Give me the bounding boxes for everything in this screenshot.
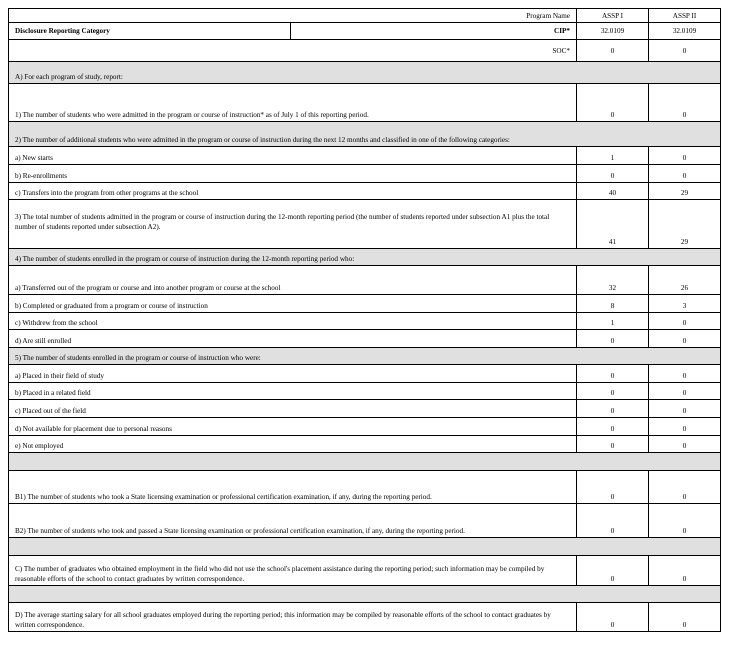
value-b2-assp-1: 0 (577, 504, 649, 538)
row-label-c: C) The number of graduates who obtained employment in the field who did not use the school's placement assistance during the reporting period; such information may be compiled by reasonable efforts of the school to contact graduates by written correspondence. (9, 556, 577, 586)
value-a3-assp-2: 29 (649, 200, 721, 249)
row-label-a5c: c) Placed out of the field (9, 400, 577, 418)
row-label-a2c: c) Transfers into the program from other programs at the school (9, 183, 577, 200)
spacer-row (9, 586, 721, 603)
table-row (9, 330, 721, 348)
value-a4b-assp-2: 3 (649, 295, 721, 313)
soc-value-assp-2: 0 (649, 40, 721, 62)
table-row (9, 400, 721, 418)
spacer-cell (9, 453, 721, 471)
value-a4c-assp-1: 1 (577, 313, 649, 330)
section-a-heading: A) For each program of study, report: (9, 62, 721, 84)
value-a4d-assp-2: 0 (649, 330, 721, 348)
value-a5e-assp-2: 0 (649, 436, 721, 453)
value-b1-assp-2: 0 (649, 471, 721, 504)
value-a2c-assp-2: 29 (649, 183, 721, 200)
row-label-a3: 3) The total number of students admitted in the program or course of instruction during the 12-month reporting period (the number of students reported under subsection A1 plus the total number of students reported under subsection A2). (9, 200, 577, 249)
value-a4c-assp-2: 0 (649, 313, 721, 330)
section-a2-heading-row (9, 122, 721, 147)
disclosure-table (8, 8, 721, 632)
value-a2c-assp-1: 40 (577, 183, 649, 200)
table-row (9, 556, 721, 586)
value-a1-assp-1: 0 (577, 84, 649, 122)
value-a2b-assp-2: 0 (649, 165, 721, 183)
row-label-a4c: c) Withdrew from the school (9, 313, 577, 330)
value-a5d-assp-1: 0 (577, 418, 649, 436)
column-header-assp-2: ASSP II (649, 9, 721, 23)
header-row-program (9, 9, 721, 23)
value-a1-assp-2: 0 (649, 84, 721, 122)
category-label: Disclosure Reporting Category (9, 23, 291, 40)
table-row (9, 165, 721, 183)
row-label-a5b: b) Placed in a related field (9, 383, 577, 400)
cip-label: CIP* (291, 23, 577, 40)
value-b2-assp-2: 0 (649, 504, 721, 538)
row-label-a2a: a) New starts (9, 147, 577, 165)
header-row-soc (9, 40, 721, 62)
value-a5a-assp-2: 0 (649, 365, 721, 383)
soc-value-assp-1: 0 (577, 40, 649, 62)
table-row (9, 295, 721, 313)
row-label-a5d: d) Not available for placement due to personal reasons (9, 418, 577, 436)
table-row (9, 84, 721, 122)
value-a2a-assp-2: 0 (649, 147, 721, 165)
section-a4-heading: 4) The number of students enrolled in the program or course of instruction during the 12-month reporting period who: (9, 249, 721, 266)
value-a2a-assp-1: 1 (577, 147, 649, 165)
value-a5b-assp-2: 0 (649, 383, 721, 400)
value-d-assp-2: 0 (649, 603, 721, 632)
value-a5a-assp-1: 0 (577, 365, 649, 383)
row-label-b1: B1) The number of students who took a State licensing examination or professional certification examination, if any, during the reporting period. (9, 471, 577, 504)
value-d-assp-1: 0 (577, 603, 649, 632)
spacer-row (9, 453, 721, 471)
value-c-assp-1: 0 (577, 556, 649, 586)
value-a5d-assp-2: 0 (649, 418, 721, 436)
spacer-row (9, 538, 721, 556)
row-label-a4b: b) Completed or graduated from a program or course of instruction (9, 295, 577, 313)
row-label-a1: 1) The number of students who were admitted in the program or course of instruction* as of July 1 of this reporting period. (9, 84, 577, 122)
table-row (9, 383, 721, 400)
section-a4-heading-row (9, 249, 721, 266)
section-a5-heading-row (9, 348, 721, 365)
table-row (9, 266, 721, 295)
table-row (9, 147, 721, 165)
row-label-b2: B2) The number of students who took and passed a State licensing examination or professional certification examination, if any, during the reporting period. (9, 504, 577, 538)
value-b1-assp-1: 0 (577, 471, 649, 504)
row-label-a2b: b) Re-enrollments (9, 165, 577, 183)
table-row (9, 436, 721, 453)
value-a5b-assp-1: 0 (577, 383, 649, 400)
value-a5e-assp-1: 0 (577, 436, 649, 453)
table-row (9, 603, 721, 632)
header-row-cip (9, 23, 721, 40)
row-label-a5a: a) Placed in their field of study (9, 365, 577, 383)
value-a4a-assp-1: 32 (577, 266, 649, 295)
section-a2-heading: 2) The number of additional students who were admitted in the program or course of instruction during the next 12 months and classified in one of the following categories: (9, 122, 721, 147)
soc-label: SOC* (9, 40, 577, 62)
disclosure-sheet (8, 8, 720, 632)
value-a3-assp-1: 41 (577, 200, 649, 249)
value-a4d-assp-1: 0 (577, 330, 649, 348)
table-row (9, 313, 721, 330)
table-row (9, 365, 721, 383)
spacer-cell (9, 538, 721, 556)
value-a4a-assp-2: 26 (649, 266, 721, 295)
table-row (9, 504, 721, 538)
row-label-d: D) The average starting salary for all school graduates employed during the reporting period; this information may be compiled by reasonable efforts of the school to contact graduates by written correspondence. (9, 603, 577, 632)
value-c-assp-2: 0 (649, 556, 721, 586)
program-name-label: Program Name (9, 9, 577, 23)
value-a5c-assp-2: 0 (649, 400, 721, 418)
row-label-a4d: d) Are still enrolled (9, 330, 577, 348)
row-label-a4a: a) Transferred out of the program or course and into another program or course at the school (9, 266, 577, 295)
row-label-a5e: e) Not employed (9, 436, 577, 453)
section-a5-heading: 5) The number of students enrolled in the program or course of instruction who were: (9, 348, 721, 365)
cip-value-assp-1: 32.0109 (577, 23, 649, 40)
spacer-cell (9, 586, 721, 603)
value-a2b-assp-1: 0 (577, 165, 649, 183)
value-a4b-assp-1: 8 (577, 295, 649, 313)
table-row (9, 471, 721, 504)
column-header-assp-1: ASSP I (577, 9, 649, 23)
cip-value-assp-2: 32.0109 (649, 23, 721, 40)
table-row (9, 183, 721, 200)
table-row (9, 200, 721, 249)
section-a-heading-row (9, 62, 721, 84)
table-row (9, 418, 721, 436)
value-a5c-assp-1: 0 (577, 400, 649, 418)
